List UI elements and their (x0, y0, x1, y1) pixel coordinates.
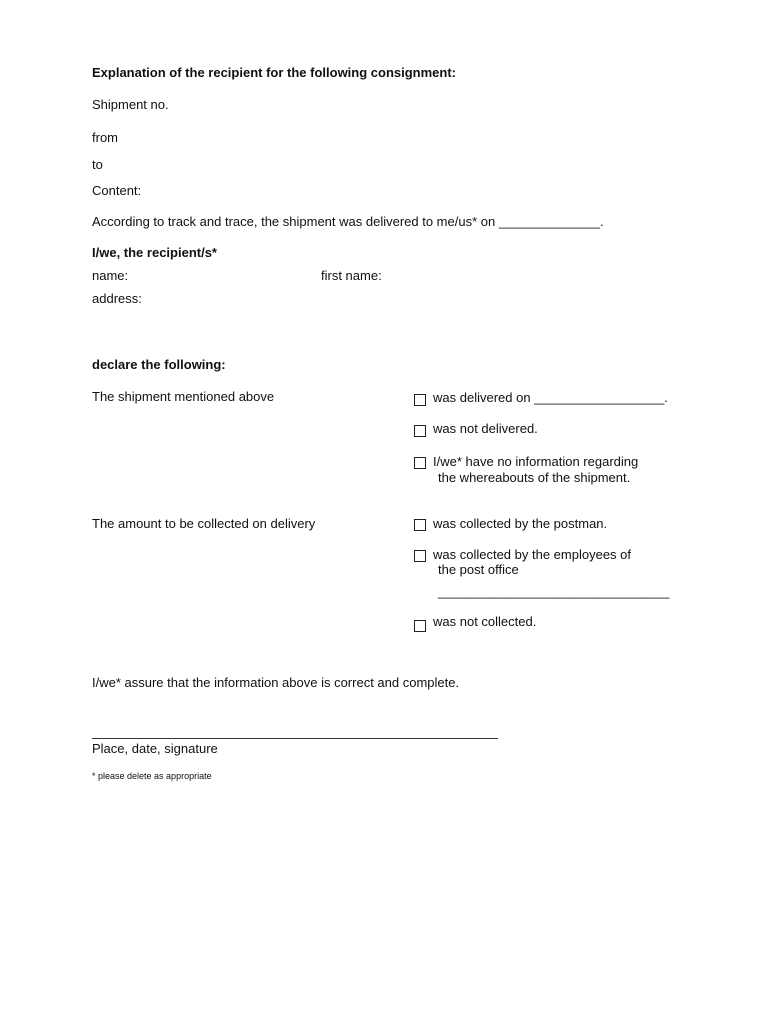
address-label: address: (92, 291, 142, 306)
not-collected-option: was not collected. (433, 614, 537, 629)
assurance-statement: I/we* assure that the information above is correct and complete. (92, 675, 460, 690)
first-name-label: first name: (321, 268, 382, 283)
no-information-option-line2: the whereabouts of the shipment. (438, 470, 631, 485)
amount-section-label: The amount to be collected on delivery (92, 516, 316, 531)
post-office-blank-line: ________________________________ (438, 584, 670, 599)
not-delivered-checkbox[interactable] (414, 425, 426, 437)
to-label: to (92, 157, 103, 172)
not-delivered-option: was not delivered. (433, 421, 538, 436)
signature-label: Place, date, signature (92, 741, 218, 756)
recipient-heading: I/we, the recipient/s* (92, 245, 217, 260)
delivered-on-option: was delivered on __________________. (433, 390, 668, 405)
collected-by-postman-option: was collected by the postman. (433, 516, 608, 531)
collected-by-postman-checkbox[interactable] (414, 519, 426, 531)
signature-line (92, 738, 498, 739)
collected-by-post-office-checkbox[interactable] (414, 550, 426, 562)
no-information-checkbox[interactable] (414, 457, 426, 469)
shipment-section-label: The shipment mentioned above (92, 389, 275, 404)
content-label: Content: (92, 183, 142, 198)
form-title: Explanation of the recipient for the following consignment: (92, 65, 457, 80)
from-label: from (92, 130, 118, 145)
declare-heading: declare the following: (92, 357, 226, 372)
footnote: * please delete as appropriate (92, 771, 212, 781)
collected-by-post-office-option: was collected by the employees of (433, 547, 631, 562)
name-label: name: (92, 268, 129, 283)
shipment-no-label: Shipment no. (92, 97, 169, 112)
track-trace-statement: According to track and trace, the shipment was delivered to me/us* on ______________. (92, 214, 604, 229)
no-information-option: I/we* have no information regarding (433, 454, 639, 469)
delivered-on-checkbox[interactable] (414, 394, 426, 406)
collected-by-post-office-option-line2: the post office (438, 562, 519, 577)
not-collected-checkbox[interactable] (414, 620, 426, 632)
